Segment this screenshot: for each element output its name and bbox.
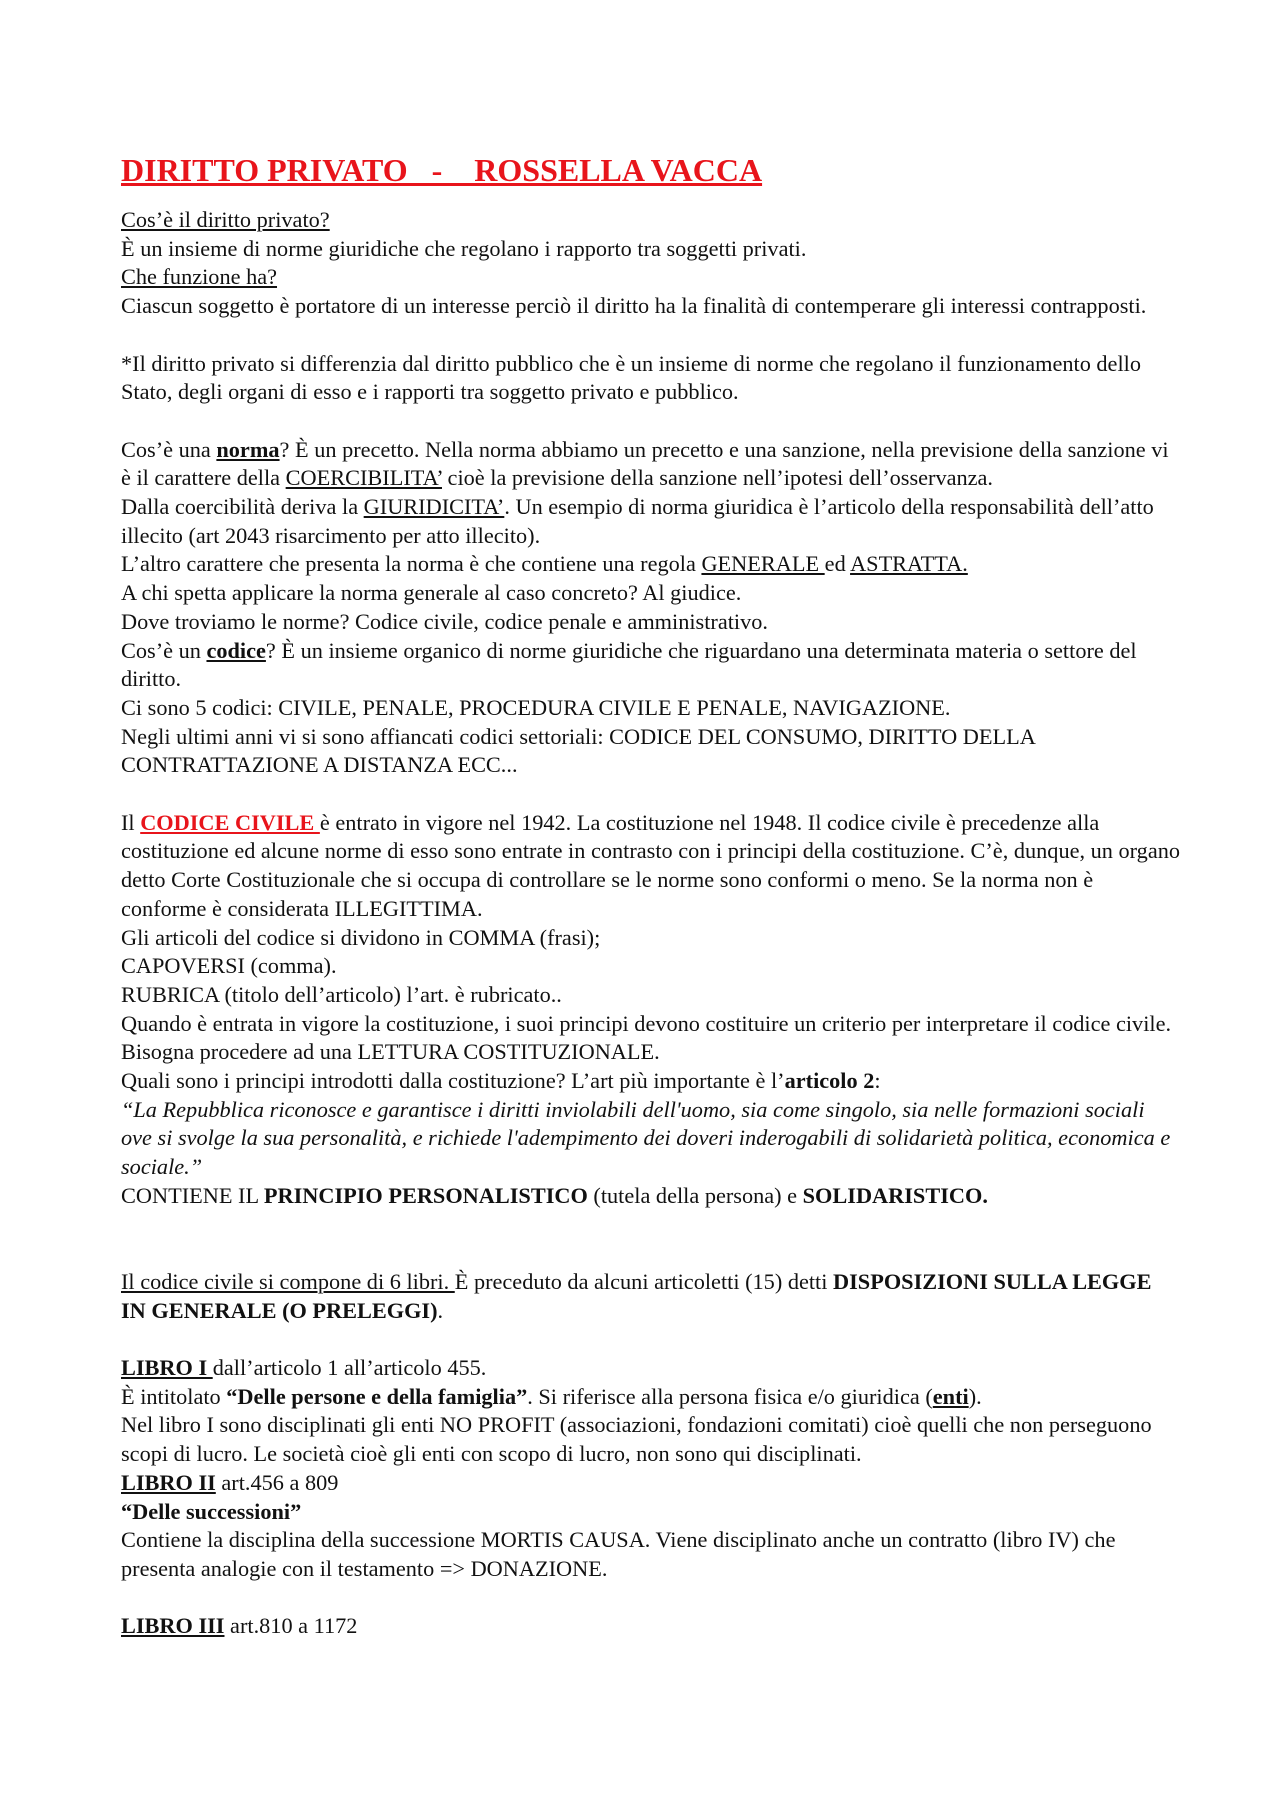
paragraph-norma <box>121 436 1181 493</box>
libro-3-label: LIBRO III <box>121 1613 225 1639</box>
paragraph-codice-civile <box>121 809 1181 924</box>
question-function <box>121 263 1181 292</box>
note-public-law: *Il diritto privato si differenzia dal diritto pubblico che è un insieme di norme che regolano il funzionamento dello Stato, degli organi di esso e i rapporti tra soggetto privato e pubblico. <box>121 350 1141 405</box>
spacer <box>121 1211 1181 1240</box>
text: ? È un precetto. Nella norma abbiamo un precetto e una sanzione, nella previsione della sanzione vi è il carattere della <box>121 436 1169 491</box>
term-solidaristico: SOLIDARISTICO. <box>802 1182 988 1208</box>
paragraph-giuridicita <box>121 493 1181 550</box>
libro-2-label: LIBRO II <box>121 1469 216 1495</box>
paragraph-lettura-costituzionale: Quando è entrata in vigore la costituzione, i suoi principi devono costituire un criterio per interpretare il codice civile. Bisogna procedere ad una LETTURA COSTITUZIONALE. <box>121 1010 1172 1065</box>
paragraph-cinque-codici: Ci sono 5 codici: CIVILE, PENALE, PROCEDURA CIVILE E PENALE, NAVIGAZIONE. <box>121 694 951 720</box>
question-private-law <box>121 206 1181 235</box>
term-coercibilita: COERCIBILITA’ <box>285 465 442 491</box>
paragraph-sei-libri <box>121 1268 1181 1325</box>
text: . Un esempio di norma giuridica è l’articolo della responsabilità dell’atto illecito (art 2043 risarcimento per atto illecito). <box>121 494 1154 548</box>
spacer <box>121 1584 1181 1613</box>
libro-2-title: “Delle successioni” <box>121 1498 302 1524</box>
text: Quali sono i principi introdotti dalla costituzione? L’art più importante è l’ <box>121 1068 785 1094</box>
question-text: Che funzione ha? <box>121 264 278 290</box>
text: (tutela della persona) e <box>587 1182 803 1208</box>
paragraph-no-profit: Nel libro I sono disciplinati gli enti NO PROFIT (associazioni, fondazioni comitati) cioè quelli che non perseguono scopi di lucro. Le società cioè gli enti con scopo di lucro, non sono qui disciplinati. <box>121 1412 1152 1467</box>
libro-1-label: LIBRO I <box>121 1355 213 1381</box>
paragraph-comma: Gli articoli del codice si dividono in COMMA (frasi); <box>121 924 601 950</box>
text: art.810 a 1172 <box>224 1613 358 1639</box>
paragraph-codici-settoriali: Negli ultimi anni vi si sono affiancati codici settoriali: CODICE DEL CONSUMO, DIRITTO DELLA CONTRATTAZIONE A DISTANZA ECC... <box>121 723 1035 778</box>
text: dall’articolo 1 all’articolo 455. <box>212 1355 487 1381</box>
term-preleggi: DISPOSIZIONI SULLA LEGGE IN GENERALE (O PRELEGGI) <box>121 1268 1152 1323</box>
text: art.456 a 809 <box>215 1469 339 1495</box>
term-articolo-2: articolo 2 <box>784 1068 875 1094</box>
document-page <box>121 150 1181 1641</box>
text: è entrato in vigore nel 1942. La costituzione nel 1948. Il codice civile è precedenze alla costituzione ed alcune norme di esso sono entrate in contrasto con i principi della costituzione. C’è, dunque, un organo detto Corte Costituzionale che si occupa di controllare se le norme sono conformi o meno. Se la norma non è conforme è considerata ILLEGITTIMA. <box>121 809 1181 921</box>
text: : <box>874 1068 881 1094</box>
paragraph-articolo-2 <box>121 1067 1181 1096</box>
spacer <box>121 1325 1181 1354</box>
spacer <box>121 407 1181 436</box>
spacer <box>121 321 1181 350</box>
text: Cos’è un <box>121 637 207 663</box>
paragraph-giudice: A chi spetta applicare la norma generale al caso concreto? Al giudice. <box>121 580 742 606</box>
question-text: Cos’è il diritto privato? <box>121 207 330 232</box>
quote-articolo-2: “La Repubblica riconosce e garantisce i diritti inviolabili dell'uomo, sia come singolo, sia nelle formazioni sociali ove si svolge la sua personalità, e richiede l'adempimento dei doveri inderogabili di solidarietà politica, economica e sociale.” <box>121 1096 1171 1180</box>
answer-function: Ciascun soggetto è portatore di un interesse perciò il diritto ha la finalità di contemperare gli interessi contrapposti. <box>121 293 1147 319</box>
text: . <box>437 1297 444 1323</box>
paragraph-codice <box>121 637 1181 694</box>
text: CONTIENE IL <box>121 1182 264 1208</box>
text: . Si riferisce alla persona fisica e/o giuridica ( <box>527 1383 933 1409</box>
text: ). <box>968 1383 982 1409</box>
paragraph-capoversi: CAPOVERSI (comma). <box>121 953 337 979</box>
term-astratta: ASTRATTA. <box>850 551 968 577</box>
term-personalistico: PRINCIPIO PERSONALISTICO <box>263 1182 588 1208</box>
term-giuridicita: GIURIDICITA’ <box>363 494 505 519</box>
heading-libro-2 <box>121 1469 1181 1498</box>
spacer <box>121 1239 1181 1268</box>
term-generale: GENERALE <box>701 551 825 577</box>
paragraph-successioni: Contiene la disciplina della successione MORTIS CAUSA. Viene disciplinato anche un contratto (libro IV) che presenta analogie con il testamento => DONAZIONE. <box>121 1527 1116 1581</box>
text: L’altro carattere che presenta la norma è che contiene una regola <box>121 551 702 577</box>
paragraph-principi <box>121 1182 1181 1211</box>
text: È intitolato <box>121 1383 227 1409</box>
heading-libro-1 <box>121 1354 1181 1383</box>
term-sei-libri: Il codice civile si compone di 6 libri. <box>121 1268 455 1294</box>
paragraph-libro-1-title <box>121 1383 1181 1412</box>
paragraph-codici: Dove troviamo le norme? Codice civile, codice penale e amministrativo. <box>121 608 769 634</box>
term-codice: codice <box>206 637 266 663</box>
text: Il <box>121 809 141 835</box>
text: Dalla coercibilità deriva la <box>121 494 364 519</box>
text: Cos’è una <box>121 436 217 462</box>
text: ed <box>824 551 851 577</box>
document-title: DIRITTO PRIVATO - ROSSELLA VACCA <box>121 152 763 188</box>
term-norma: norma <box>216 436 280 462</box>
term-codice-civile: CODICE CIVILE <box>140 809 320 835</box>
answer-private-law: È un insieme di norme giuridiche che regolano i rapporto tra soggetti privati. <box>121 235 807 261</box>
text: ? È un insieme organico di norme giuridiche che riguardano una determinata materia o settore del diritto. <box>121 637 1137 692</box>
text: È preceduto da alcuni articoletti (15) detti <box>454 1268 834 1294</box>
term-enti: enti <box>932 1383 969 1409</box>
paragraph-generale-astratta <box>121 550 1181 579</box>
spacer <box>121 780 1181 809</box>
paragraph-rubrica: RUBRICA (titolo dell’articolo) l’art. è rubricato.. <box>121 981 562 1007</box>
text: cioè la previsione della sanzione nell’ipotesi dell’osservanza. <box>441 465 994 491</box>
libro-1-title: “Delle persone e della famiglia” <box>226 1383 528 1409</box>
heading-libro-3 <box>121 1612 1181 1641</box>
